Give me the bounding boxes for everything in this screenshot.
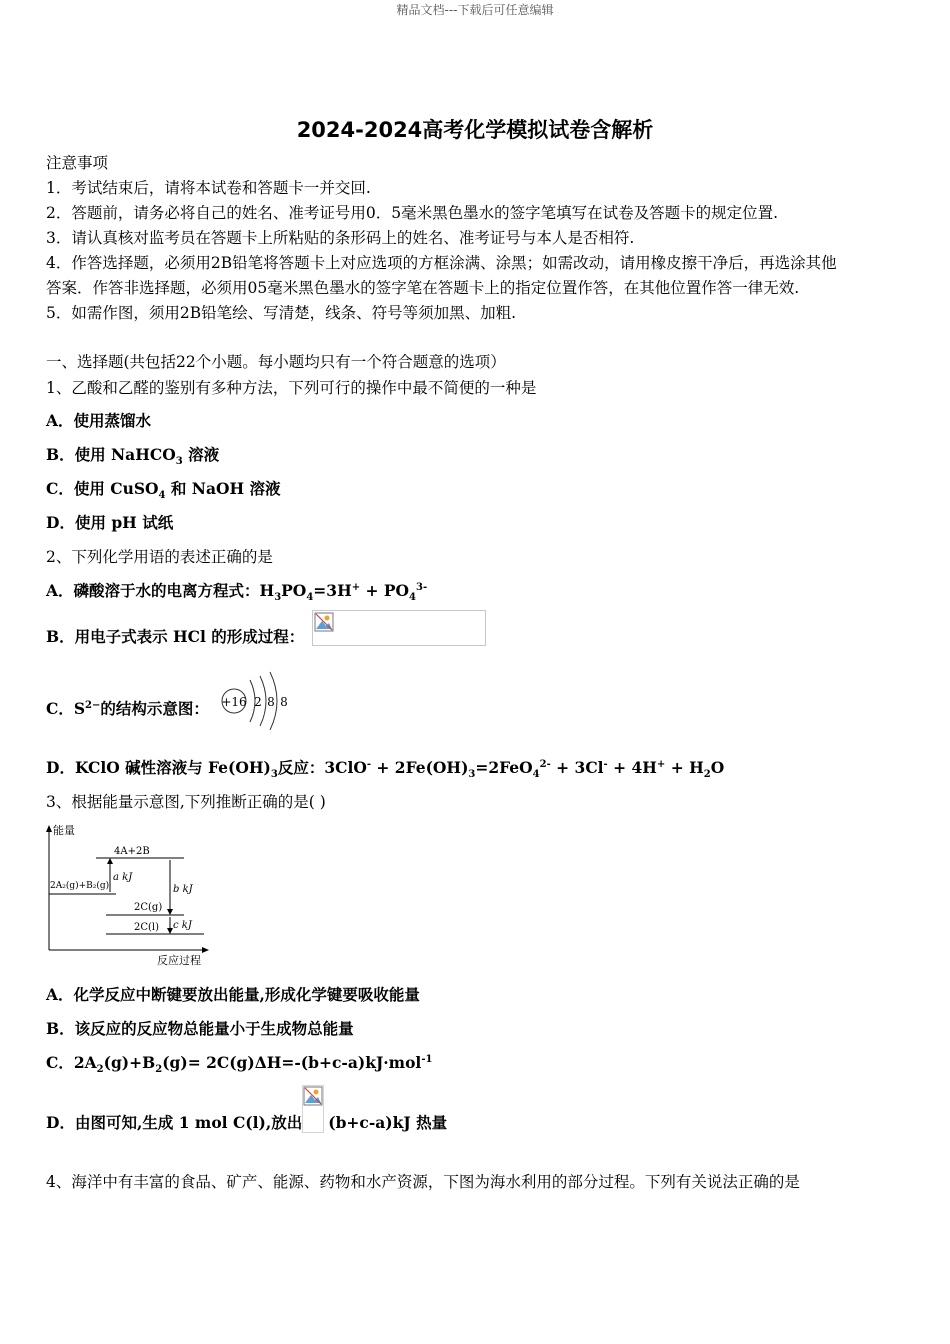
broken-image-icon	[303, 1086, 323, 1106]
notice-item-3: 3．请认真核对监考员在答题卡上所粘贴的条形码上的姓名、准考证号与本人是否相符.	[46, 229, 635, 247]
page-header: 精品文档---下载后可任意编辑	[396, 3, 554, 17]
level-reactant-label: 2A₂(g)+B₂(g)	[50, 881, 110, 891]
q1-option-a: A．使用蒸馏水	[46, 411, 152, 430]
nucleus-label: +16	[221, 695, 247, 709]
q1-option-c: C．使用 CuSO$_4$ 和 NaOH 溶液	[46, 479, 281, 502]
q1-option-b: B．使用 NaHCO$_3$ 溶液	[46, 445, 220, 468]
shell-2-electrons: 8	[267, 695, 275, 709]
page-title: 2024-2024高考化学模拟试卷含解析	[296, 118, 654, 142]
q3-option-c: C．$2A_2(g)+B_2(g)= 2C(g)\Delta H=-(b+c-a)kJ\cdot mol^{-1}$	[46, 1053, 433, 1076]
notice-item-5: 5．如需作图，须用2B铅笔绘、写清楚，线条、符号等须加黑、加粗.	[46, 304, 517, 322]
fraction-broken-image	[302, 1085, 324, 1133]
notice-heading: 注意事项	[46, 154, 109, 172]
q2-option-c: C．$S^{2-}$的结构示意图：	[46, 699, 209, 718]
notice-item-1: 1．考试结束后，请将本试卷和答题卡一并交回.	[46, 179, 371, 197]
q3-stem: 3、根据能量示意图,下列推断正确的是( )	[46, 793, 326, 811]
notice-item-2: 2．答题前，请务必将自己的姓名、准考证号用0．5毫米黑色墨水的签字笔填写在试卷及答题卡的规定位置.	[46, 204, 779, 222]
q3-option-b: B．该反应的反应物总能量小于生成物总能量	[46, 1019, 354, 1038]
level-2c-liquid-label: 2C(l)	[134, 922, 160, 933]
arrow-b-label: b kJ	[173, 884, 193, 895]
q1-option-d: D．使用 pH 试纸	[46, 513, 174, 532]
broken-image-icon	[314, 612, 334, 632]
energy-diagram	[44, 822, 214, 970]
q2-option-b: B．用电子式表示 HCl 的形成过程：	[46, 627, 305, 646]
broken-image-placeholder	[312, 610, 486, 646]
q4-stem: 4、海洋中有丰富的食品、矿产、能源、药物和水产资源，下图为海水利用的部分过程。下列有关说法正确的是	[46, 1173, 800, 1191]
shell-3-electrons: 8	[280, 695, 288, 709]
q1-stem: 1、乙酸和乙醛的鉴别有多种方法，下列可行的操作中最不简便的一种是	[46, 379, 537, 397]
level-2c-gas-label: 2C(g)	[134, 902, 163, 913]
q2-stem: 2、下列化学用语的表述正确的是	[46, 548, 273, 566]
hcl-formation-image	[312, 610, 486, 646]
y-axis-label: 能量	[53, 824, 75, 837]
q3-option-d: D．由图可知,生成 1 mol C(l),放出 (b+c-a)kJ 热量	[46, 1085, 447, 1133]
arrow-c-label: c kJ	[173, 920, 192, 931]
shell-1-electrons: 2	[254, 695, 262, 709]
q2-option-a: A．磷酸溶于水的电离方程式：$H_3PO_4=3H^+ + PO_4^{3-}$	[46, 581, 428, 604]
notice-item-4-cont: 答案．作答非选择题，必须用05毫米黑色墨水的签字笔在答题卡上的指定位置作答，在其他位置作答一律无效.	[46, 279, 800, 297]
q3-option-a: A．化学反应中断键要放出能量,形成化学键要吸收能量	[46, 985, 420, 1004]
level-4a2b-label: 4A+2B	[114, 846, 150, 857]
notice-item-4: 4．作答选择题，必须用2B铅笔将答题卡上对应选项的方框涂满、涂黑；如需改动，请用橡皮擦干净后，再选涂其他	[46, 254, 837, 272]
arrow-a-label: a kJ	[113, 872, 133, 883]
q2-option-d: D．KClO 碱性溶液与 $Fe(OH)_3$反应：$3ClO^- + 2Fe(OH)_3=2FeO_4^{2-} + 3Cl^- + 4H^+ + H_2O$	[46, 758, 725, 781]
section-heading: 一、选择题(共包括22个小题。每小题均只有一个符合题意的选项）	[46, 353, 506, 371]
x-axis-label: 反应过程	[157, 954, 201, 967]
sulfide-ion-structure-diagram	[216, 668, 296, 730]
